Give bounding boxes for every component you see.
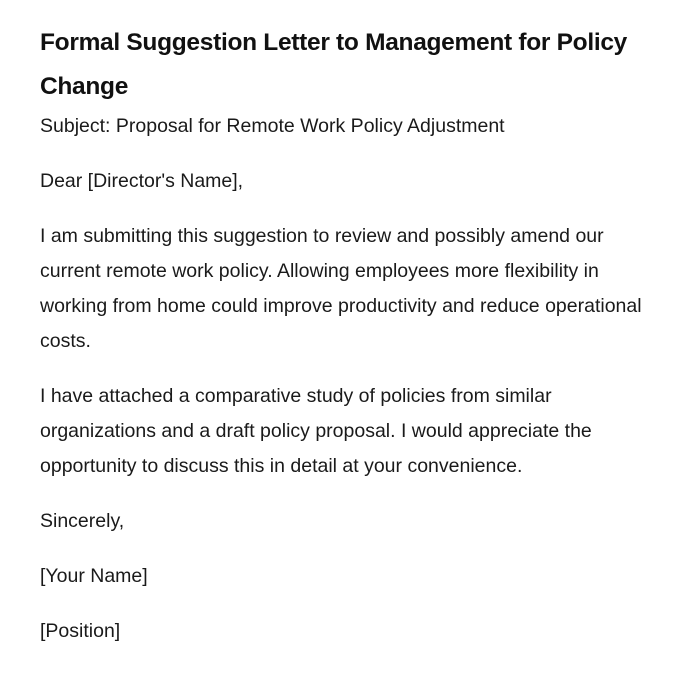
letter-salutation: Dear [Director's Name], [40,170,244,192]
letter-closing: Sincerely, [40,510,125,532]
letter-subject: Subject: Proposal for Remote Work Policy Adjustment [40,115,505,137]
letter-document [40,21,648,649]
letter-body-paragraph-2: I have attached a comparative study of policies from similar organizations and a draft policy proposal. I would appreciate the opportunity to discuss this in detail at your convenience. [40,385,592,477]
letter-body-paragraph-1: I am submitting this suggestion to review and possibly amend our current remote work policy. Allowing employees more flexibility in working from home could improve productivity and reduce operational costs. [40,225,642,352]
signature-name: [Your Name] [40,565,148,587]
letter-title: Formal Suggestion Letter to Management for Policy Change [40,29,627,100]
signature-position: [Position] [40,620,121,642]
